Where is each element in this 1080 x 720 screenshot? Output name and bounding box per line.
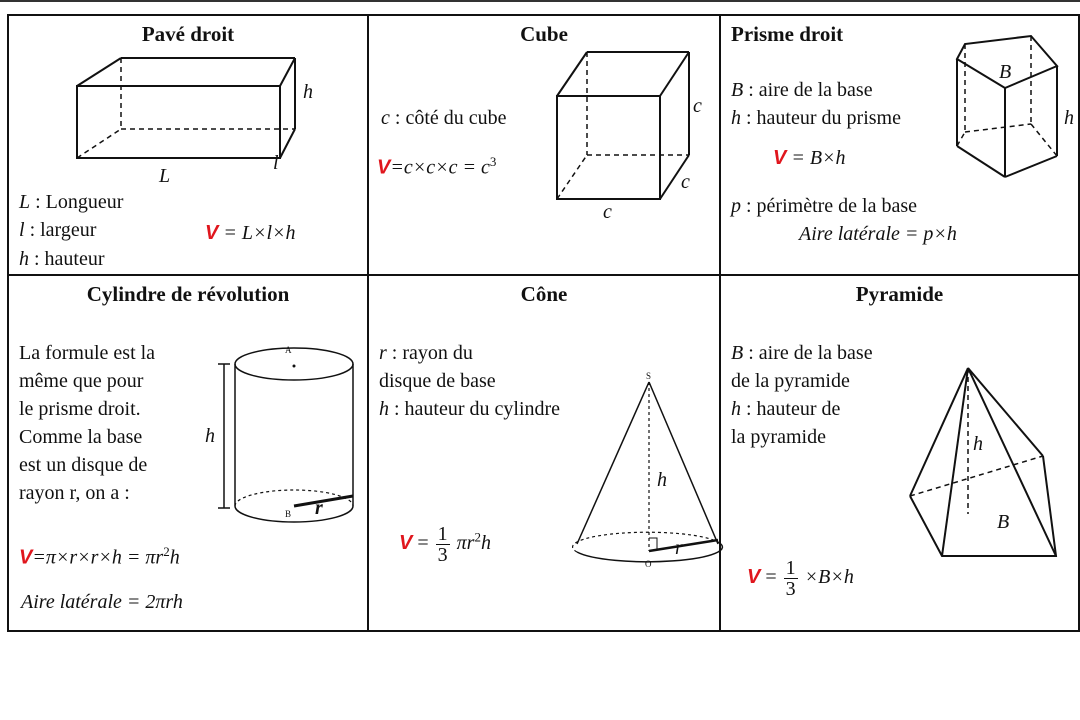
- prisme-title: Prisme droit: [731, 22, 844, 46]
- pave-line-hauteur: h : hauteur: [19, 248, 105, 270]
- cylindre-text-1: La formule est la: [19, 342, 156, 364]
- prisme-lateral: Aire latérale = p×h: [799, 223, 957, 245]
- pyramide-line-base: B : aire de la base: [731, 342, 873, 364]
- cell-pave-droit: [9, 16, 367, 274]
- pyramide-label-B: B: [997, 511, 1010, 533]
- prisme-label-h: h: [1064, 107, 1074, 129]
- cylindre-label-A: A: [285, 345, 292, 355]
- cube-formula: $V=c\times c\times c = c^3$: [377, 154, 497, 179]
- cone-title: Cône: [520, 282, 568, 306]
- cell-cube: [369, 16, 719, 274]
- cube-figure: [369, 16, 719, 274]
- pyramide-formula: V = $\frac{1}{3}$ ×B×h: [747, 557, 854, 600]
- cone-fraction: $\frac{1}{3}$: [437, 523, 448, 566]
- pyramide-line-base-2: de la pyramide: [731, 370, 850, 392]
- prisme-line-base: B : aire de la base: [731, 79, 873, 101]
- pave-line-longueur: L : Longueur: [19, 191, 124, 213]
- cylindre-label-r: r: [315, 497, 323, 519]
- cylindre-text-5: est un disque de: [19, 454, 148, 476]
- cylindre-label-B: B: [285, 509, 292, 519]
- cube-label-c-side: c: [681, 171, 690, 193]
- cone-label-h: h: [657, 469, 667, 491]
- pyramide-label-h: h: [973, 433, 983, 455]
- cone-line-disque: disque de base: [379, 370, 496, 392]
- cylindre-text-4: Comme la base: [19, 426, 143, 448]
- cube-label-c-bottom: c: [603, 201, 612, 223]
- prisme-line-hauteur: h : hauteur du prisme: [731, 107, 901, 129]
- cube-label-c-top: c: [693, 95, 702, 117]
- cylindre-text-2: même que pour: [19, 370, 144, 392]
- formula-sheet: [7, 14, 1080, 632]
- cylindre-label-h: h: [205, 425, 215, 447]
- cone-line-hauteur: h : hauteur du cylindre: [379, 398, 561, 420]
- prisme-line-perimetre: p : périmètre de la base: [731, 195, 918, 217]
- cone-formula: V = $\frac{1}{3}$ $\pi r^2h$: [399, 523, 491, 566]
- cell-pyramide: [721, 276, 1078, 630]
- top-rule: [0, 0, 1080, 2]
- cube-title: Cube: [520, 22, 568, 46]
- cell-cone: [369, 276, 719, 630]
- cylindre-lateral: Aire latérale = 2πrh: [21, 591, 183, 613]
- prisme-formula: V = B×h: [773, 147, 846, 169]
- pave-label-L: L: [159, 165, 171, 187]
- pyramide-fraction: $\frac{1}{3}$: [785, 557, 796, 600]
- cone-line-rayon: r : rayon du: [379, 342, 473, 364]
- cylindre-formula: $V=\pi\times r\times r\times h = \pi r^2h$: [19, 544, 180, 569]
- cube-description: c : côté du cube: [381, 107, 507, 129]
- pyramide-title: Pyramide: [855, 282, 944, 306]
- cone-label-S: S: [646, 371, 652, 381]
- pave-line-largeur: l : largeur: [19, 219, 97, 241]
- pave-formula: V = L×l×h: [205, 222, 296, 244]
- cylindre-text-3: le prisme droit.: [19, 398, 141, 420]
- pave-label-h: h: [303, 81, 313, 103]
- pave-label-l: l: [273, 152, 279, 174]
- cone-label-O: O: [645, 559, 652, 569]
- cone-figure: [369, 276, 719, 630]
- cell-prisme-droit: [721, 16, 1078, 274]
- prisme-label-B: B: [999, 61, 1012, 83]
- pyramide-line-hauteur-2: la pyramide: [731, 426, 826, 448]
- pyramide-line-hauteur: h : hauteur de: [731, 398, 841, 420]
- cylindre-title: Cylindre de révolution: [86, 282, 290, 306]
- cylindre-text-6: rayon r, on a :: [19, 482, 130, 504]
- cone-label-r: r: [675, 537, 683, 559]
- cell-cylindre: [9, 276, 367, 630]
- pave-title: Pavé droit: [141, 22, 235, 46]
